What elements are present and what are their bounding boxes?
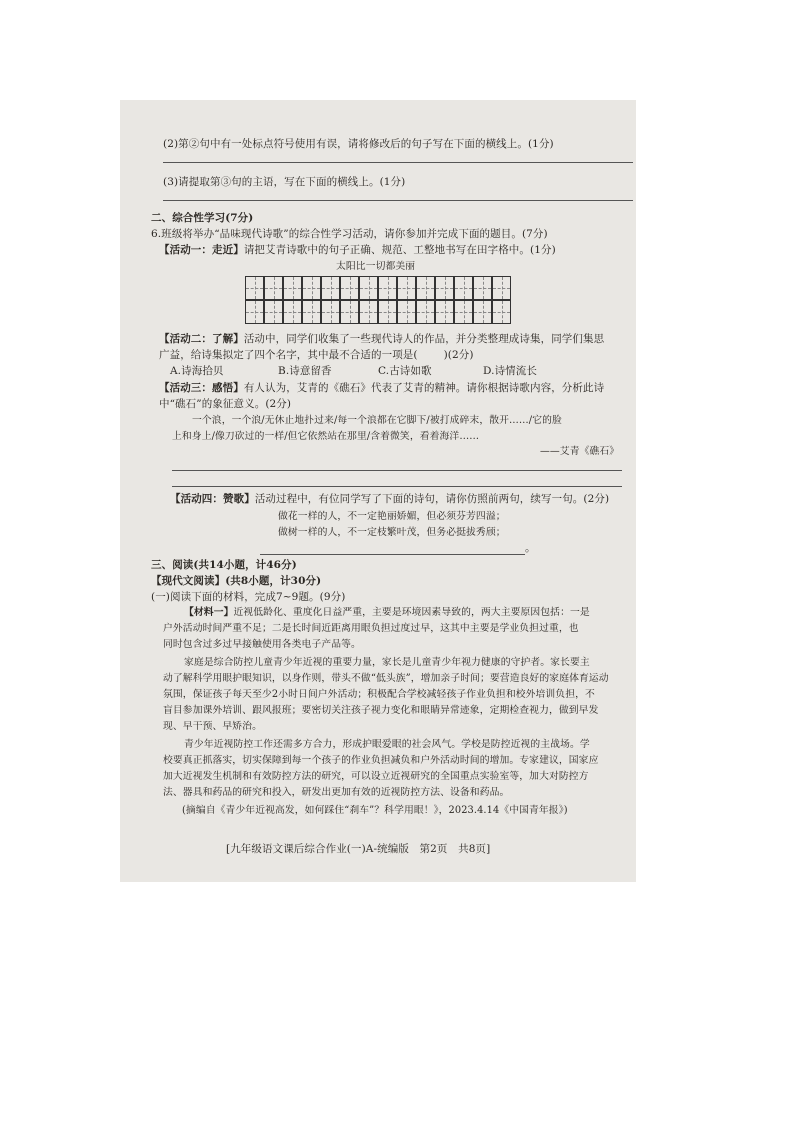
activity3-line2: 中“礁石”的象征意义。(2分) bbox=[159, 398, 292, 410]
tianzige-cell[interactable] bbox=[359, 276, 378, 300]
answer-line-q5-2 bbox=[163, 162, 633, 163]
section2-heading: 二、综合性学习(7分) bbox=[151, 212, 254, 224]
q6-stem: 6.班级将举办“品味现代诗歌”的综合性学习活动，请你参加并完成下面的题目。(7分) bbox=[151, 228, 548, 240]
tianzige-cell[interactable] bbox=[492, 276, 511, 300]
verse-line1: 做花一样的人，不一定艳丽娇媚，但必须芬芳四溢； bbox=[278, 511, 506, 522]
tianzige-cell[interactable] bbox=[473, 300, 492, 324]
poem-source: ——艾青《礁石》 bbox=[540, 446, 620, 457]
tianzige-cell[interactable] bbox=[340, 300, 359, 324]
tianzige-cell[interactable] bbox=[397, 276, 416, 300]
tianzige-cell[interactable] bbox=[283, 276, 302, 300]
activity3-text: 有人认为，艾青的《礁石》代表了艾青的精神。请你根据诗歌内容，分析此诗 bbox=[243, 382, 605, 394]
answer-line-q5-3 bbox=[163, 200, 633, 201]
activity4 bbox=[170, 492, 609, 506]
para3-line2: 校要真正抓落实，切实保障到每一个孩子的作业负担减负和户外活动时间的增加。专家建议，国家应 bbox=[163, 755, 599, 766]
para3-line4: 法、器具和药品的研究和投入，研发出更加有效的近视防控方法、设备和药品。 bbox=[163, 787, 510, 798]
tianzige-cell[interactable] bbox=[416, 300, 435, 324]
answer-line-q6-3b bbox=[172, 486, 622, 487]
tianzige-cell[interactable] bbox=[245, 276, 264, 300]
option-b: B.诗意留香 bbox=[278, 365, 332, 377]
activity3 bbox=[159, 381, 604, 395]
part1-instruction: (一)阅读下面的材料，完成7~9题。(9分) bbox=[151, 591, 346, 603]
tianzige-cell[interactable] bbox=[359, 300, 378, 324]
tianzige-cell[interactable] bbox=[492, 300, 511, 324]
tianzige-cell[interactable] bbox=[435, 300, 454, 324]
tianzige-cell[interactable] bbox=[378, 300, 397, 324]
material1-tag: 【材料一】 bbox=[184, 607, 234, 618]
option-a: A.诗海拾贝 bbox=[170, 365, 224, 377]
tianzige-cell[interactable] bbox=[454, 300, 473, 324]
activity4-text: 活动过程中，有位同学写了下面的诗句，请你仿照前两句，续写一句。(2分) bbox=[254, 493, 610, 505]
tianzige-cell[interactable] bbox=[321, 300, 340, 324]
activity2 bbox=[159, 332, 604, 346]
tianzige-cell[interactable] bbox=[264, 276, 283, 300]
verse-end-mark: 。 bbox=[525, 542, 536, 554]
activity4-tag: 【活动四：赞歌】 bbox=[170, 493, 255, 505]
material1-line1 bbox=[184, 606, 590, 620]
para2-line1: 家庭是综合防控儿童青少年近视的重要力量，家长是儿童青少年视力健康的守护者。家长要主 bbox=[184, 657, 590, 668]
tianzige-cell[interactable] bbox=[245, 300, 264, 324]
activity2-line2a: 广益，给诗集拟定了四个名字，其中最不合适的一项是( bbox=[159, 349, 418, 361]
activity2-line2b: )(2分) bbox=[443, 349, 474, 361]
activity1 bbox=[159, 243, 556, 257]
activity1-tag: 【活动一：走近】 bbox=[159, 244, 244, 256]
modern-reading-heading: 【现代文阅读】(共8小题，计30分) bbox=[151, 575, 322, 587]
q5-sub2: (2)第②句中有一处标点符号使用有误，请将修改后的句子写在下面的横线上。(1分) bbox=[163, 138, 554, 150]
answer-line-q6-3a bbox=[172, 470, 622, 471]
citation: (摘编自《青少年近视高发，如何踩住“刹车”？科学用眼！》，2023.4.14《中国青年报》) bbox=[182, 805, 568, 816]
poem-line1: 一个浪，一个浪/无休止地扑过来/每一个浪都在它脚下/被打成碎末，散开……/它的脸 bbox=[192, 415, 562, 426]
tianzige-cell[interactable] bbox=[416, 276, 435, 300]
q5-sub3: (3)请提取第③句的主语，写在下面的横线上。(1分) bbox=[163, 176, 406, 188]
tianzige-cell[interactable] bbox=[378, 276, 397, 300]
para2-line4: 盲目参加课外培训、跟风报班；要密切关注孩子视力变化和眼睛异常迹象，定期检查视力，做到早发 bbox=[163, 705, 599, 716]
para2-line2: 动了解科学用眼护眼知识，以身作则，带头不做“低头族”，增加亲子时间；要营造良好的家庭体育运动 bbox=[163, 673, 609, 684]
activity2-text: 活动中，同学们收集了一些现代诗人的作品，并分类整理成诗集，同学们集思 bbox=[243, 333, 605, 345]
para2-line5: 现、早干预、早矫治。 bbox=[163, 721, 262, 732]
material1-text: 近视低龄化、重度化日益严重，主要是环境因素导致的，两大主要原因包括：一是 bbox=[233, 607, 590, 618]
tianzige-cell[interactable] bbox=[454, 276, 473, 300]
activity1-sentence: 太阳比一切都美丽 bbox=[336, 261, 416, 272]
material1-line2: 户外活动时间严重不足；二是长时间近距离用眼负担过度过早，这其中主要是学业负担过重，也 bbox=[163, 623, 579, 634]
tianzige-cell[interactable] bbox=[302, 276, 321, 300]
option-c: C.古诗如歌 bbox=[378, 365, 432, 377]
section3-heading: 三、阅读(共14小题，计46分) bbox=[151, 559, 297, 571]
page-footer: [九年级语文课后综合作业(一)A-统编版 第2页 共8页] bbox=[226, 843, 491, 855]
activity2-line2 bbox=[159, 348, 474, 362]
para3-line1: 青少年近视防控工作还需多方合力，形成护眼爱眼的社会风气。学校是防控近视的主战场。学 bbox=[184, 739, 590, 750]
tianzige-cell[interactable] bbox=[397, 300, 416, 324]
tianzige-cell[interactable] bbox=[435, 276, 454, 300]
exam-page bbox=[120, 100, 636, 882]
tianzige-cell[interactable] bbox=[264, 300, 283, 324]
answer-line-q6-4[interactable] bbox=[260, 554, 525, 555]
para2-line3: 氛围，保证孩子每天至少2小时日间户外活动；积极配合学校减轻孩子作业负担和校外培训负担，不 bbox=[163, 689, 595, 700]
activity3-tag: 【活动三：感悟】 bbox=[159, 382, 244, 394]
poem-line2: 上和身上/像刀砍过的一样/但它依然站在那里/含着微笑，看着海洋…… bbox=[172, 431, 480, 442]
activity2-tag: 【活动二：了解】 bbox=[159, 333, 244, 345]
tianzige-cell[interactable] bbox=[321, 276, 340, 300]
tianzige-cell[interactable] bbox=[302, 300, 321, 324]
material1-line3: 同时包含过多过早接触使用各类电子产品等。 bbox=[163, 639, 361, 650]
tianzige-cell[interactable] bbox=[340, 276, 359, 300]
option-d: D.诗情流长 bbox=[483, 365, 537, 377]
verse-line2: 做树一样的人，不一定枝繁叶茂，但务必挺拔秀颀； bbox=[278, 527, 506, 538]
para3-line3: 加大近视发生机制和有效防控方法的研究，可以设立近视研究的全国重点实验室等，加大对防控方 bbox=[163, 771, 589, 782]
tianzige-cell[interactable] bbox=[283, 300, 302, 324]
activity1-text: 请把艾青诗歌中的句子正确、规范、工整地书写在田字格中。(1分) bbox=[243, 244, 556, 256]
tianzige-cell[interactable] bbox=[473, 276, 492, 300]
tianzige-grid[interactable] bbox=[245, 276, 511, 324]
